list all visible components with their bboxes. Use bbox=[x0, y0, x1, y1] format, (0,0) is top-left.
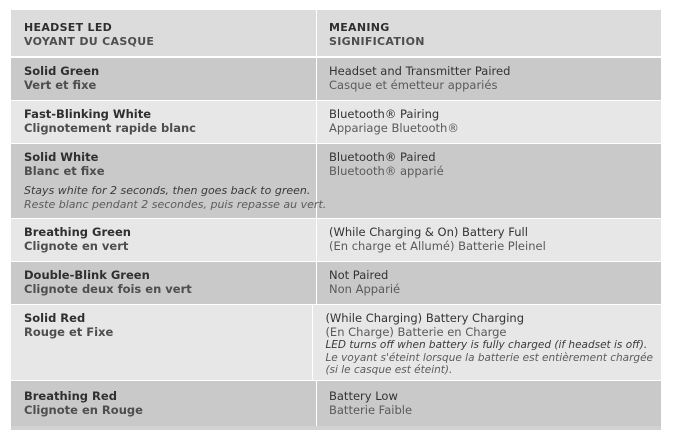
table-header bbox=[11, 10, 661, 56]
led-en: Solid White bbox=[24, 150, 99, 164]
meaning-cell bbox=[317, 58, 661, 100]
meaning-en: Headset and Transmitter Paired bbox=[329, 64, 511, 78]
header-led-fr: VOYANT DU CASQUE bbox=[24, 35, 155, 48]
led-cell bbox=[11, 58, 317, 100]
meaning-cell bbox=[317, 101, 661, 143]
led-note-fr: Reste blanc pendant 2 secondes, puis repasse au vert. bbox=[24, 198, 327, 211]
header-led-cell bbox=[11, 10, 317, 56]
led-en: Double-Blink Green bbox=[24, 268, 150, 282]
led-en: Breathing Red bbox=[24, 389, 117, 403]
meaning-fr: (En Charge) Batterie en Charge bbox=[325, 325, 507, 339]
meaning-note-fr-cont: (si le casque est éteint). bbox=[325, 364, 453, 376]
led-fr: Clignotement rapide blanc bbox=[24, 121, 196, 135]
led-note-en: Stays white for 2 seconds, then goes back to green. bbox=[24, 184, 311, 197]
meaning-fr: (En charge et Allumé) Batterie Pleinel bbox=[329, 239, 546, 253]
meaning-cell bbox=[317, 381, 661, 428]
meaning-fr: Appariage Bluetooth® bbox=[329, 121, 459, 135]
header-meaning-en: MEANING bbox=[329, 21, 390, 34]
meaning-fr: Non Apparié bbox=[329, 282, 401, 296]
table-bottom-border bbox=[11, 426, 661, 430]
header-led-en: HEADSET LED bbox=[24, 21, 113, 34]
led-cell bbox=[11, 381, 317, 428]
header-meaning-cell bbox=[317, 10, 661, 56]
led-fr: Vert et fixe bbox=[24, 78, 97, 92]
meaning-en: Not Paired bbox=[329, 268, 389, 282]
meaning-en: (While Charging) Battery Charging bbox=[325, 311, 525, 325]
meaning-cell bbox=[313, 305, 661, 380]
led-cell bbox=[11, 305, 313, 380]
meaning-cell bbox=[317, 219, 661, 261]
led-cell bbox=[11, 219, 317, 261]
meaning-en: Bluetooth® Pairing bbox=[329, 107, 440, 121]
table-row bbox=[11, 219, 661, 261]
led-fr: Clignote deux fois en vert bbox=[24, 282, 192, 296]
table-row bbox=[11, 262, 661, 304]
table-row bbox=[11, 58, 661, 100]
led-en: Solid Green bbox=[24, 64, 100, 78]
led-cell bbox=[11, 262, 317, 304]
table-row bbox=[11, 381, 661, 428]
led-en: Solid Red bbox=[24, 311, 86, 325]
led-en: Fast-Blinking White bbox=[24, 107, 152, 121]
table-row bbox=[11, 101, 661, 143]
led-fr: Blanc et fixe bbox=[24, 164, 105, 178]
led-en: Breathing Green bbox=[24, 225, 131, 239]
meaning-en: Battery Low bbox=[329, 389, 398, 403]
table-row bbox=[11, 144, 661, 218]
meaning-en: (While Charging & On) Battery Full bbox=[329, 225, 528, 239]
meaning-fr: Batterie Faible bbox=[329, 403, 413, 417]
table-row bbox=[11, 305, 661, 380]
meaning-note-fr: Le voyant s'éteint lorsque la batterie est entièrement chargée bbox=[325, 351, 653, 364]
led-cell bbox=[11, 101, 317, 143]
meaning-en: Bluetooth® Paired bbox=[329, 150, 436, 164]
meaning-cell bbox=[317, 262, 661, 304]
led-fr: Rouge et Fixe bbox=[24, 325, 114, 339]
led-cell bbox=[11, 144, 327, 218]
meaning-cell bbox=[317, 144, 661, 218]
header-meaning-fr: SIGNIFICATION bbox=[329, 35, 425, 48]
led-fr: Clignote en Rouge bbox=[24, 403, 143, 417]
meaning-fr: Casque et émetteur appariés bbox=[329, 78, 498, 92]
meaning-note-en: LED turns off when battery is fully charged (if headset is off). bbox=[325, 339, 648, 351]
led-table bbox=[11, 10, 661, 428]
meaning-fr: Bluetooth® apparié bbox=[329, 164, 444, 178]
led-fr: Clignote en vert bbox=[24, 239, 129, 253]
